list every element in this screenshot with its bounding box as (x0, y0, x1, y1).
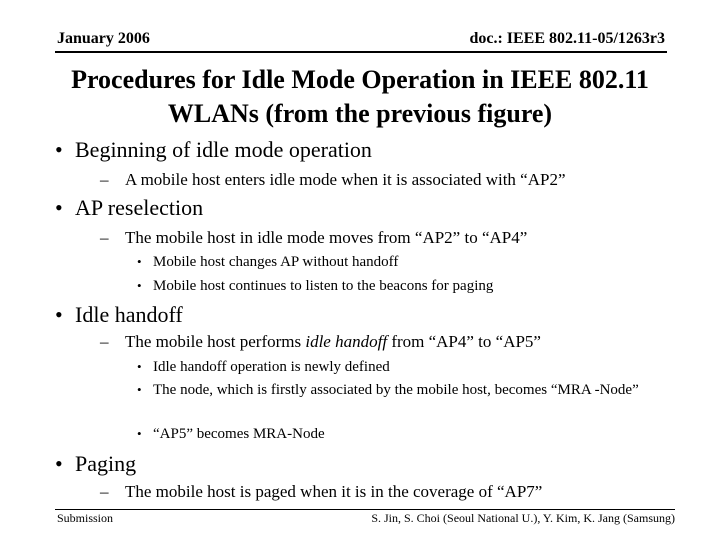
sub-bullet-text-emphasis: idle handoff (305, 332, 388, 351)
bullet-dot: • (137, 382, 142, 397)
sub-bullet-enters-idle (100, 169, 566, 191)
sub-bullet-text: The mobile host in idle mode moves from “AP2” to “AP4” (125, 228, 528, 247)
sub-bullet-moves (100, 227, 528, 249)
subsub-bullet-text: Idle handoff operation is newly defined (153, 359, 390, 375)
dash-marker: – (100, 332, 109, 351)
bullet-text: Beginning of idle mode operation (75, 137, 372, 162)
sub-bullet-performs-handoff (100, 331, 541, 353)
subsub-bullet-text: Mobile host changes AP without handoff (153, 254, 399, 270)
subsub-bullet-changes-ap (137, 251, 683, 273)
sub-bullet-text: The mobile host is paged when it is in the coverage of “AP7” (125, 482, 543, 501)
subsub-bullet-ap5-mra (137, 423, 683, 445)
bullet-dot: • (55, 302, 63, 327)
header-date: January 2006 (57, 30, 150, 47)
subsub-bullet-text: The node, which is firstly associated by the mobile host, becomes “MRA -Node” (153, 382, 639, 398)
subsub-bullet-text: “AP5” becomes MRA-Node (153, 426, 325, 442)
subsub-bullet-text: Mobile host continues to listen to the beacons for paging (153, 278, 494, 294)
sub-bullet-text: A mobile host enters idle mode when it is associated with “AP2” (125, 170, 566, 189)
subsub-bullet-listen-beacons (137, 275, 683, 297)
bullet-idle-handoff (55, 302, 183, 328)
dash-marker: – (100, 482, 109, 501)
footer-submission: Submission (57, 511, 114, 525)
footer-authors: S. Jin, S. Choi (Seoul National U.), Y. Kim, K. Jang (Samsung) (371, 511, 675, 525)
subsub-bullet-newly-defined (137, 356, 683, 378)
bullet-text: Idle handoff (75, 302, 183, 327)
bullet-dot: • (137, 278, 142, 293)
bullet-dot: • (55, 137, 63, 162)
bullet-dot: • (55, 195, 63, 220)
sub-bullet-text-post: from “AP4” to “AP5” (387, 332, 541, 351)
bullet-dot: • (137, 254, 142, 269)
header-doc-id: doc.: IEEE 802.11-05/1263r3 (469, 30, 665, 47)
sub-bullet-paged (100, 481, 543, 503)
bullet-beginning-idle-mode (55, 137, 372, 163)
bullet-text: AP reselection (75, 195, 204, 220)
sub-bullet-text-pre: The mobile host performs (125, 332, 306, 351)
subsub-bullet-mra-node (137, 379, 683, 401)
bullet-dot: • (137, 426, 142, 441)
bullet-paging (55, 451, 137, 477)
dash-marker: – (100, 228, 109, 247)
dash-marker: – (100, 170, 109, 189)
bullet-text: Paging (75, 451, 137, 476)
bullet-ap-reselection (55, 195, 204, 221)
slide-title: Procedures for Idle Mode Operation in IEEE 802.11 WLANs (from the previous figure) (71, 65, 649, 128)
footer-rule (55, 509, 675, 510)
bullet-dot: • (55, 451, 63, 476)
header-rule (55, 51, 667, 53)
bullet-dot: • (137, 359, 142, 374)
